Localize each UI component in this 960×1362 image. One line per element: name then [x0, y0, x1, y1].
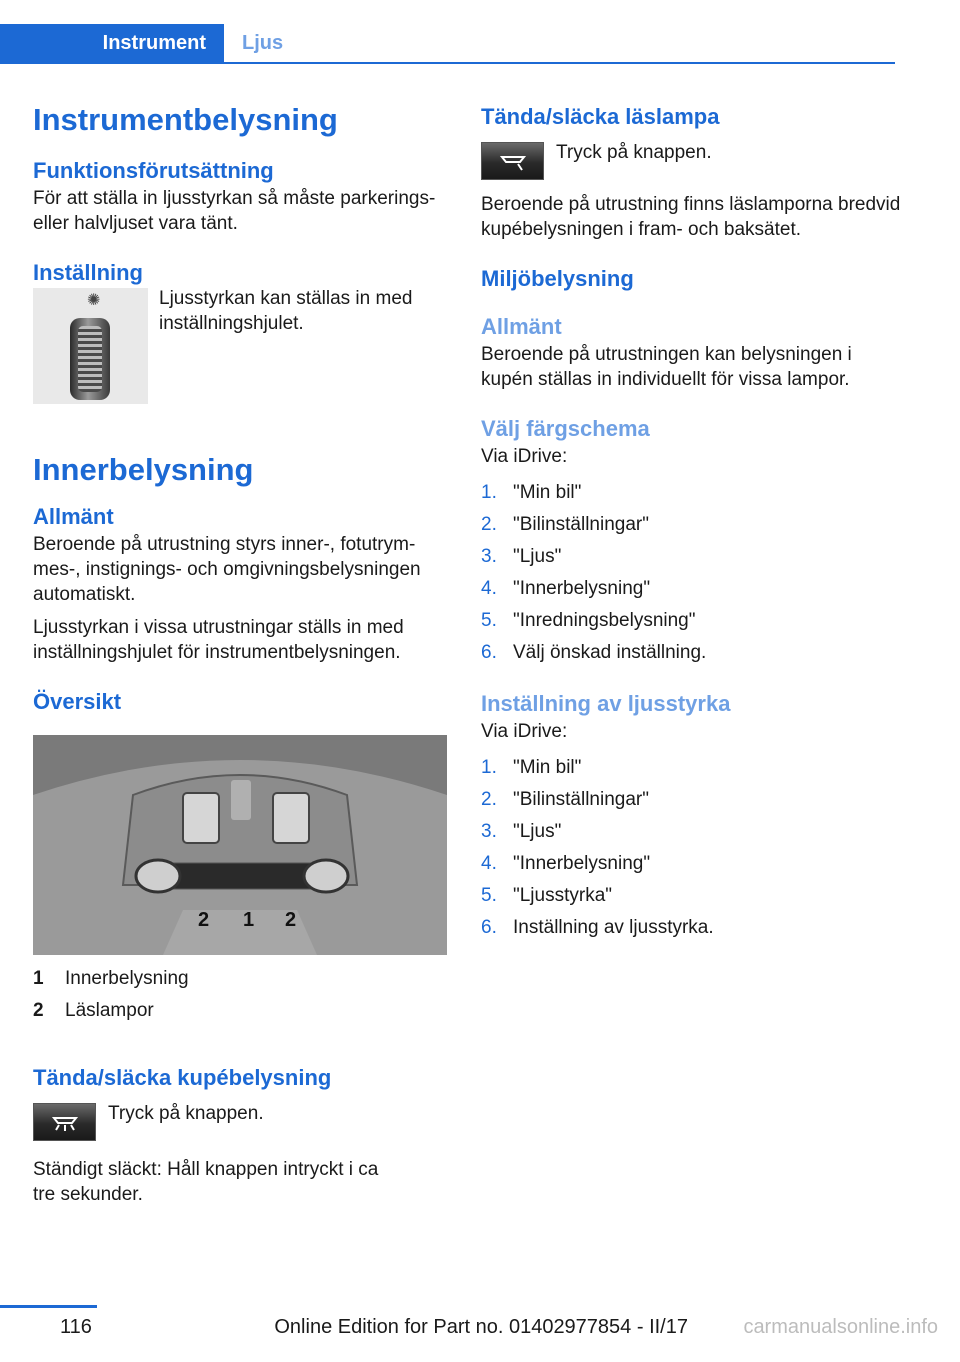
step-number: 2.	[481, 789, 497, 810]
edition-note: Online Edition for Part no. 01402977854 - II/17	[274, 1316, 688, 1338]
footer-accent-bar	[0, 1305, 97, 1308]
step-item	[481, 752, 901, 784]
legend-label: Läslampor	[65, 1000, 154, 1021]
heading-allmant-miljo: Allmänt	[481, 314, 562, 339]
text-allmant-2: Ljusstyrkan i vissa utrustningar ställs in med inställningshjulet för instrumentbelysningen.	[33, 617, 404, 663]
heading-installning: Inställning	[33, 260, 143, 285]
steps-fargschema	[481, 477, 901, 669]
heading-tanda-kupebelysning: Tända/släcka kupébelysning	[33, 1065, 332, 1090]
step-item	[481, 477, 901, 509]
text-tryck-kupe: Tryck på knappen.	[108, 1103, 264, 1124]
step-text: "Min bil"	[513, 757, 582, 778]
step-number: 5.	[481, 885, 497, 906]
text-funktion: För att ställa in ljusstyrkan så måste parkerings- eller halvljuset vara tänt.	[33, 188, 436, 234]
legend-number: 2	[33, 1000, 44, 1021]
step-text: "Ljusstyrka"	[513, 885, 613, 906]
text-tryck-las: Tryck på knappen.	[556, 142, 712, 163]
step-number: 4.	[481, 578, 497, 599]
step-number: 3.	[481, 546, 497, 567]
step-text: "Bilinställningar"	[513, 789, 649, 810]
legend-number: 1	[33, 968, 44, 989]
step-item	[481, 541, 901, 573]
text-installning: Ljusstyrkan kan ställas in med inställningshjulet.	[159, 288, 413, 334]
step-text: Välj önskad inställning.	[513, 642, 707, 663]
step-text: "Min bil"	[513, 482, 582, 503]
step-number: 3.	[481, 821, 497, 842]
step-item	[481, 848, 901, 880]
text-beroende-laslampor: Beroende på utrustning finns läslamporna bredvid kupébelysningen i fram- och baksätet.	[481, 194, 901, 240]
step-item	[481, 912, 901, 944]
callout-1: 1	[243, 909, 255, 931]
step-number: 6.	[481, 642, 497, 663]
interior-light-button-icon	[33, 1103, 96, 1141]
heading-funktionsforutsattning: Funktionsförutsättning	[33, 158, 274, 183]
overhead-console-image	[33, 735, 447, 955]
tab-ljus[interactable]: Ljus	[242, 32, 284, 54]
step-text: "Ljus"	[513, 821, 562, 842]
callout-2-right: 2	[285, 909, 297, 931]
step-item	[481, 880, 901, 912]
reading-light-button-icon	[481, 142, 544, 180]
left-column	[33, 100, 447, 1207]
header-tab-bar	[0, 24, 895, 64]
step-number: 4.	[481, 853, 497, 874]
step-number: 6.	[481, 917, 497, 938]
step-item	[481, 509, 901, 541]
heading-tanda-laslampa: Tända/släcka läslampa	[481, 104, 720, 129]
step-number: 1.	[481, 757, 497, 778]
text-allmant-1: Beroende på utrustning styrs inner-, fotutrymmes-, instignings- och omgivningsbelysningen automatiskt.	[33, 534, 421, 605]
heading-valj-fargschema: Välj färgschema	[481, 416, 650, 441]
text-miljo: Beroende på utrustningen kan belysningen i kupén ställas in individuellt för vissa lampor.	[481, 344, 852, 390]
step-item	[481, 573, 901, 605]
text-standigt-slackt: Ständigt släckt: Håll knappen intryckt i ca tre sekunder.	[33, 1159, 379, 1205]
step-item	[481, 784, 901, 816]
step-text: "Innerbelysning"	[513, 853, 651, 874]
steps-ljusstyrka	[481, 752, 901, 944]
tab-instrument[interactable]: Instrument	[0, 24, 224, 62]
step-number: 2.	[481, 514, 497, 535]
step-text: "Ljus"	[513, 546, 562, 567]
right-column	[481, 100, 901, 944]
legend-item	[33, 963, 447, 995]
legend-label: Innerbelysning	[65, 968, 189, 989]
text-via-idrive-1: Via iDrive:	[481, 446, 568, 467]
step-text: Inställning av ljusstyrka.	[513, 917, 714, 938]
step-text: "Bilinställningar"	[513, 514, 649, 535]
step-item	[481, 637, 901, 669]
step-number: 1.	[481, 482, 497, 503]
legend	[33, 963, 447, 1027]
page-number: 116	[60, 1316, 92, 1338]
overhead-console-drawing	[33, 735, 447, 955]
step-item	[481, 605, 901, 637]
dimmer-wheel-image	[33, 288, 148, 404]
text-via-idrive-2: Via iDrive:	[481, 721, 568, 742]
thumbwheel-icon	[70, 318, 110, 400]
callout-2-left: 2	[198, 909, 210, 931]
legend-item	[33, 995, 447, 1027]
heading-allmant: Allmänt	[33, 504, 114, 529]
watermark: carmanualsonline.info	[743, 1316, 938, 1338]
heading-innerbelysning: Innerbelysning	[33, 452, 254, 487]
step-number: 5.	[481, 610, 497, 631]
heading-instrumentbelysning: Instrumentbelysning	[33, 102, 338, 137]
step-text: "Innerbelysning"	[513, 578, 651, 599]
step-text: "Inredningsbelysning"	[513, 610, 696, 631]
heading-installning-ljusstyrka: Inställning av ljusstyrka	[481, 691, 731, 716]
step-item	[481, 816, 901, 848]
heading-miljobelysning: Miljöbelysning	[481, 266, 634, 291]
dashboard-light-icon: ✺	[87, 292, 101, 309]
heading-oversikt: Översikt	[33, 689, 122, 714]
